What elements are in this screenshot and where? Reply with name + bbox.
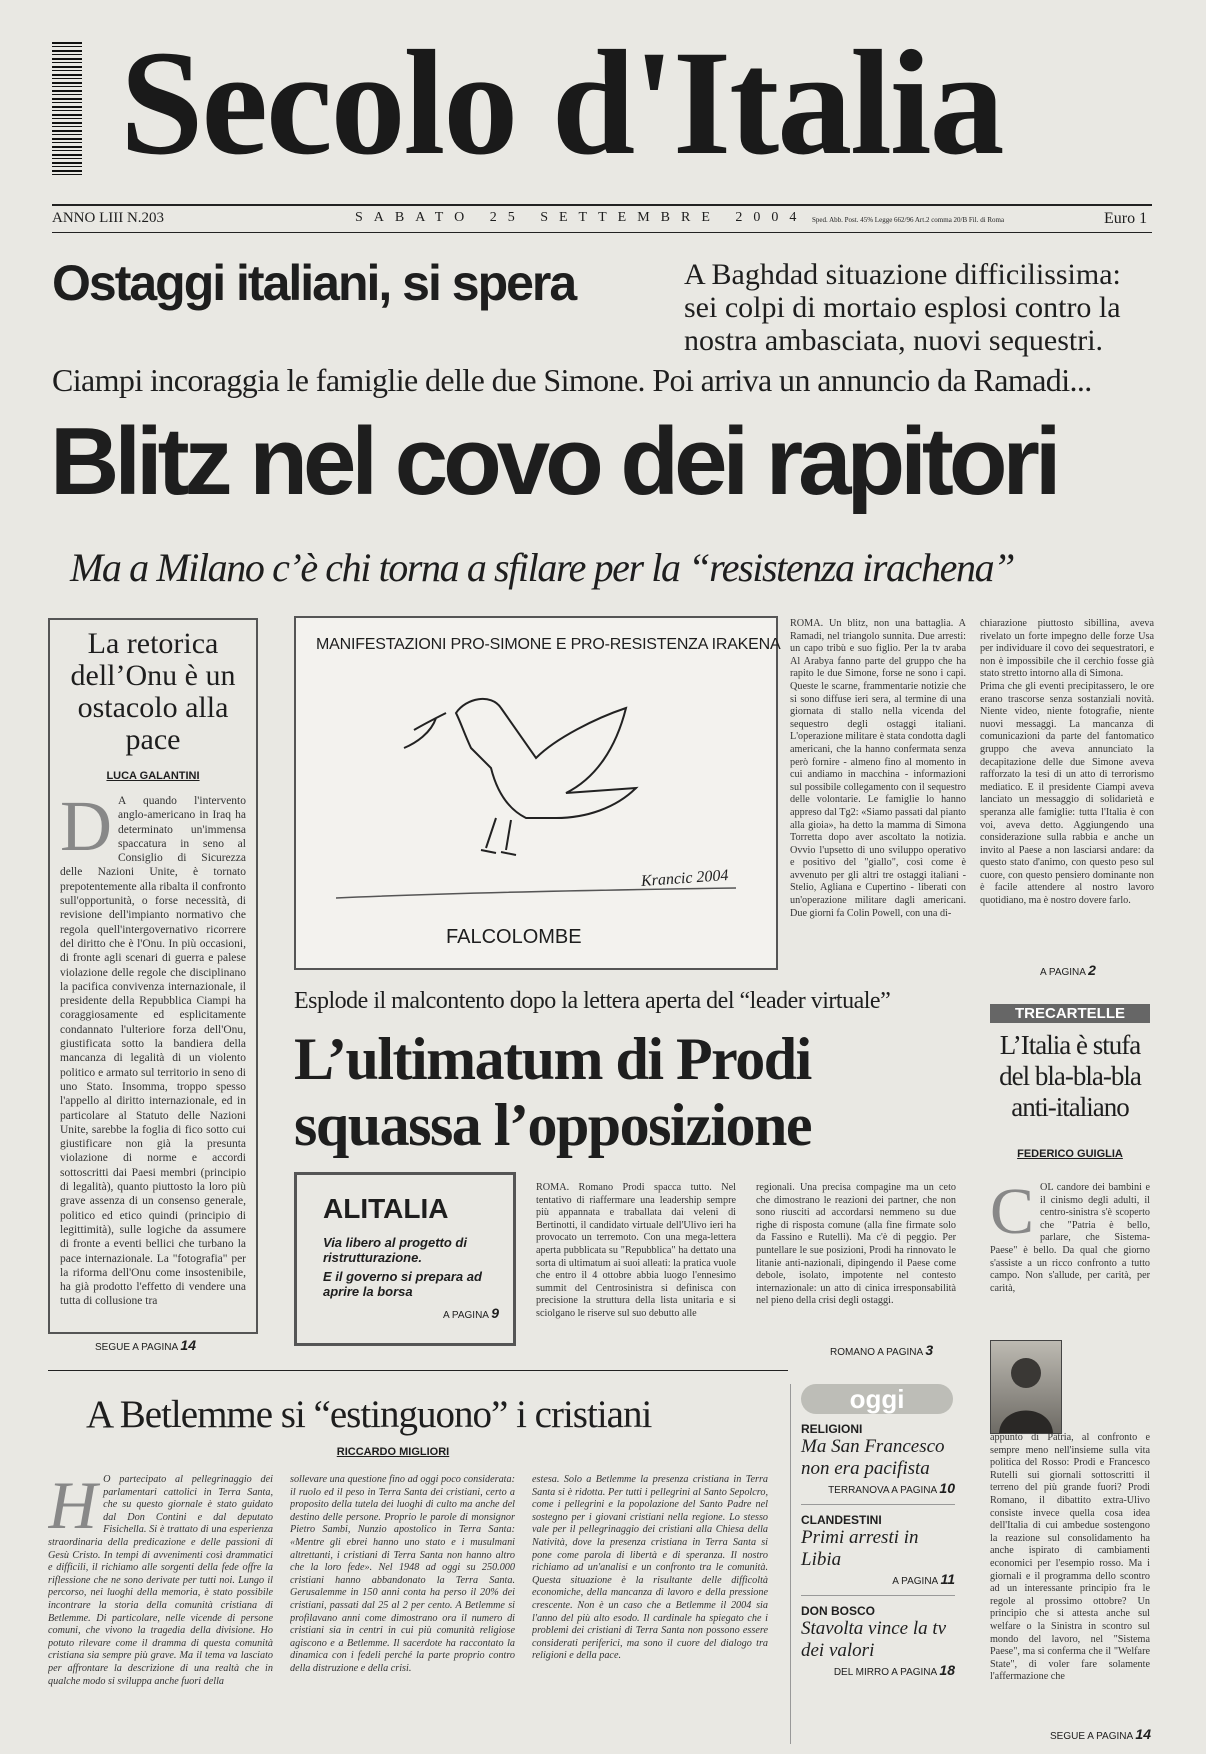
oggi-divider — [801, 1595, 955, 1596]
oggi-item-text: Primi arresti in Libia — [801, 1527, 919, 1570]
top-deck: A Baghdad situazione difficilissima: sei colpi di mortaio esplosi contro la nostra ambasciata, nuovi sequestri. — [684, 258, 1121, 357]
alitalia-box[interactable] — [294, 1172, 516, 1346]
trecartelle-byline: FEDERICO GUIGLIA — [1017, 1148, 1123, 1160]
trecartelle-dropcap: C — [990, 1182, 1035, 1248]
dove-drawing — [296, 618, 776, 968]
cartoon-signature: Krancic 2004 — [640, 866, 729, 891]
trecartelle-jump[interactable]: SEGUE A PAGINA 14 — [1050, 1726, 1151, 1742]
editorial-text: A quando l'intervento anglo-americano in Iraq ha determinato un'immensa spaccatura in seno al Consiglio di Sicurezza delle Nazioni Unite, è tornato prepotentemente alla ribalta il confronto sull'opportunità, o forse necessità, di revisione dell'impianto normativo che regola quell'intergovernativo ricorrere del diritto che è l'Onu. In più occasioni, di fronte agli scenari di guerra e palese violazione delle regole che disciplinano la pacifica convivenza internazionale, il presidente della Repubblica Ciampi ha coraggiosamente ed esplicitamente condannato l'ulteriore forza dell'Onu, giustificata sotto la bandiera della mancanza di legalità di un violento politico e armato sul territorio in seno di uno Stato. Insomma, troppo spesso l'appello al diritto internazionale, ed in particolare al Statuto delle Nazioni Unite, sarebbe la foglia di fico sotto cui giustificare non già la presunta violazione di norme e accordi sottoscritti dai Paesi membri (principio di legalità), quanto piuttosto la loro più grave assenza di un consenso generale, politico ed etico quindi (principio di legittimità), sulle logiche da assumere di fronte a eventi bellici che turbano la pace internazionale. La "fotografia" per la riforma dell'Onu come insostenibile, ha già prodotto l'effetto di vendere una tutta di collusione tra — [60, 795, 246, 1308]
editorial-title: La retorica dell’Onu è un ostacolo alla pace — [70, 627, 236, 756]
top-jump[interactable]: A PAGINA 2 — [1040, 962, 1096, 978]
oggi-divider — [801, 1504, 955, 1505]
oggi-item[interactable] — [791, 1422, 961, 1496]
portrait-icon — [991, 1341, 1061, 1433]
betlemme-rule — [48, 1370, 788, 1371]
trecartelle-body-bottom: appunto di Patria, al confronto e sempre meno nell'insieme sulla vita politica del Rosso: Prodi e Francesco Rutelli sui giornali sottoscritti il terreno del più grande fuori? Prodi Romano, il dibattito extra-Ulivo consiste invece quella cosa idea dell'Italia di cui ambedue sostengono la reazione sul consolidamento ha anche ispirato di cambiamenti economici per l'esempio rosso. Ma i giornali e il programma dello scontro ad un interessante principio fra le regole al prossimo ottobre? Un principio che si attesta anche sul welfare o la Sinistra in scontro sul mondo del lavoro, nel "Sistema Paese", ma si conferma che il "Welfare State", di voler fare solamente l'affermazione che — [990, 1432, 1150, 1683]
editorial-jump[interactable]: SEGUE A PAGINA 14 — [95, 1337, 196, 1353]
dropcap: D — [60, 794, 112, 866]
oggi-item-text: Ma San Francesco non era pacifista — [801, 1436, 945, 1479]
betlemme-byline: RICCARDO MIGLIORI — [336, 1446, 450, 1458]
top-headline: Blitz nel covo dei rapitori — [50, 408, 1057, 515]
masthead-rule — [52, 204, 1152, 206]
oggi-item-jump: TERRANOVA A PAGINA 10 — [828, 1480, 955, 1496]
editorial-box — [48, 618, 258, 1353]
prodi-body-col1: ROMA. Romano Prodi spacca tutto. Nel tentativo di riaffermare una leadership sempre più appannata e traballata dai veleni di Bertinotti, il candidato virtuale dell'Ulivo ieri ha provocato un terremoto. Con una mega-lettera aperta pubblicata su "Repubblica" ha dettato una sorta di ultimatum ai suoi alleati: la pratica vuole che entro il 4 ottobre abbia luogo l'ennesimo summit del Centrosinistra si definisca con precisione la struttura della lista unitaria e si sciolgano le riserve sul suo debutto alle — [536, 1182, 736, 1319]
prodi-headline: L’ultimatum di Prodi squassa l’opposizione — [294, 1026, 811, 1158]
issue-date: SABATO 25 SETTEMBRE 2004 — [355, 210, 808, 225]
dateline-rule — [52, 232, 1152, 233]
prodi-body-col2: regionali. Una precisa compagine ma un ceto che dimostrano le reazioni dei partner, che non sono riusciti ad accordarsi nemmeno su due righe di risposta comune (alla fine firmate solo da Fassino e Rutelli). Ma c'è di peggio. Per puntellare le sue posizioni, Prodi ha rinnovato le litanie anti-nazionali, dipingendo il Paese come debole, isolato, impotente nel contesto internazionale: un atto di cinica irresponsabilità nel pieno della crisi degli ostaggi. — [756, 1182, 956, 1307]
trecartelle-body-top — [990, 1182, 1150, 1332]
alitalia-jump: A PAGINA 9 — [443, 1305, 499, 1321]
top-kicker: Ostaggi italiani, si spera — [52, 255, 576, 311]
oggi-item[interactable] — [791, 1513, 961, 1587]
cartoon-caption-bottom: FALCOLOMBE — [446, 926, 582, 948]
price: Euro 1 — [1104, 210, 1148, 227]
alitalia-line2: E il governo si prepara ad aprire la borsa — [323, 1269, 482, 1299]
oggi-panel — [790, 1384, 961, 1744]
issue-number: ANNO LIII N.203 — [52, 210, 165, 226]
prodi-jump[interactable]: ROMANO A PAGINA 3 — [830, 1342, 934, 1358]
masthead-title: Secolo d'Italia — [120, 20, 1003, 186]
cartoon-caption-top: MANIFESTAZIONI PRO-SIMONE E PRO-RESISTENZA IRAKENA — [316, 636, 781, 653]
editorial-body — [60, 794, 246, 1329]
top-overline: Ciampi incoraggia le famiglie delle due Simone. Poi arriva un annuncio da Ramadi... — [52, 362, 1092, 398]
oggi-item-label: RELIGIONI — [801, 1422, 863, 1436]
betlemme-dropcap: H — [48, 1474, 98, 1543]
betlemme-col1 — [48, 1474, 273, 1744]
betlemme-headline: A Betlemme si “estinguono” i cristiani — [86, 1393, 652, 1436]
trecartelle-label: TRECARTELLE — [990, 1004, 1150, 1023]
betlemme-col2: sollevare una questione fino ad oggi poco considerata: il ruolo ed il peso in Terra Santa dei cristiani, certo a proposito della tutela dei luoghi di culto ma anche del destino delle persone. Proprio le parole di monsignor Pietro Sambi, Nunzio apostolico in Terra Santa: «Mentre gli ebrei hanno uno stato e i musulmani altrettanti, i cristiani di Terra Santa non hanno altro che la loro fede». Nel 1948 ad oggi su 250.000 cristiani hanno abbandonato la Terra Santa. Gerusalemme in 150 anni conta ha perso il 20% dei cristiani, passati dal 25 al 2 per cento. A Betlemme si profilavano anni come dimostrano ora il numero di cristiani sia in centri in cui più comunità religiose agiscono e a Betlemme. Il sacerdote ha raccontato la dinamica con i fedeli perché la parte proprio contro della distruzione e della crisi. — [290, 1474, 515, 1674]
oggi-item-jump: DEL MIRRO A PAGINA 18 — [833, 1662, 955, 1678]
oggi-item-label: DON BOSCO — [801, 1604, 876, 1618]
postal-notice: Sped. Abb. Post. 45% Legge 662/96 Art.2 comma 20/B Fil. di Roma — [812, 216, 1005, 224]
oggi-item-jump: A PAGINA 11 — [892, 1571, 955, 1587]
oggi-item[interactable] — [791, 1604, 961, 1678]
betlemme-col3: estesa. Solo a Betlemme la presenza cristiana in Terra Santa si è ridotta. Per tutti i pellegrini al Santo Sepolcro, come i pellegrini e la popolazione del Santo Padre nel sostegno per i giovani cristiani nella regione. Lo stesso vale per il pellegrinaggio dei cristiani alla Chiesa della Natività, dove la presenza cristiana in Terra Santa si pone come parola di libertà e di speranza. Il nostro richiamo ad un'analisi e un confronto tra le comunità. Questa situazione è la risultante delle difficoltà economiche, della mancanza di lavoro e della pressione crescente. Non è un caso che a Betlemme il 2004 sia l'anno del più alto esodo. Il cardinale ha spiegato che i problemi dei cristiani di Terra Santa non possono essere considerati periferici, ma sono il cuore del dialogo tra religioni e della pace. — [532, 1474, 768, 1662]
oggi-title: oggi — [801, 1384, 953, 1414]
editorial-byline: LUCA GALANTINI — [106, 770, 200, 782]
top-body-col2: chiarazione piuttosto sibillina, aveva rivelato un forte impegno delle forze Usa per individuare il covo dei sequestratori, e non è impossibile che il cerchio fosse già stato stretto intorno alla di Simona. Prima che gli eventi precipitassero, le ore erano trascorse senza sostanziali novità. Niente video, niente fotografie, niente nuovi messaggi. La mancanza di comunicazioni da parte del fantomatico gruppo che aveva annunciato la decapitazione delle due Simone aveva rafforzato la tesi di un atto di terrorismo mediatico. E il presidente Ciampi aveva lanciato un messaggio di solidarietà e speranza alle famiglie: tutta l'Italia è con voi, aveva detto. Aggiungendo una considerazione sulla rabbia e anche un invito al Paese a non lasciarsi andare: da questo stato d'animo, con questo peso sul cuore, con questo pensiero dominante non è facile attendere al nostro lavoro quotidiano, ma è nostro dovere farlo. — [980, 618, 1154, 907]
oggi-item-label: CLANDESTINI — [801, 1513, 882, 1527]
alitalia-title: ALITALIA — [323, 1193, 449, 1224]
top-subhead: Ma a Milano c’è chi torna a sfilare per la “resistenza irachena” — [70, 545, 1015, 590]
trecartelle-text-a: OL candore dei bambini e il cinismo degli adulti, il centro-sinistra s'è scoperto che "Patria è bello, parlare, che Sistema-Paese" è bello. Da qual che giorno s'assiste a un ricco confronto a tutto campo. Non s'allude, per carità, per carità, — [990, 1182, 1150, 1294]
barcode — [52, 42, 82, 177]
prodi-overline: Esplode il malcontento dopo la lettera aperta del “leader virtuale” — [294, 988, 891, 1014]
betlemme-text-1: O partecipato al pellegrinaggio dei parlamentari cattolici in Terra Santa, che su questo giornale è stato guidato dal Don Contini e dal deputato Fisichella. Si è trattato di una esperienza straordinaria della predicazione e delle passioni di Gesù Cristo. In tempi di avvenimenti così drammatici e difficili, il richiamo alle sorgenti della fede offre la riflessione che ne sono derivate per tutti noi. Lungo il percorso, nei luoghi della memoria, è stato possibile incontrare la storia della comunità cristiana di Betlemme. Di particolare, nelle vicende di persone comuni, che vivono la tragedia della divisione. Ho potuto rilevare come il dramma di questa comunità cristiana sia sempre più grave. Ma il tema va lasciato per affrontare la descrizione di una realtà che in qualche modo si sviluppa anche fuori della — [48, 1474, 273, 1687]
top-body-col1: ROMA. Un blitz, non una battaglia. A Ramadi, nel triangolo sunnita. Due arresti: un capo tribù e suo figlio. Per la tv araba Al Arabya fanno parte del gruppo che ha rapito le due Simone, forse ne sono i capi. Queste le scarne, frammentarie notizie che si sono diffuse ieri sera, al termine di una giornata di stallo nella vicenda del sequestro degli ostaggi italiani. L'operazione militare è stata condotta dagli americani, che la hanno confermata senza però fornire - almeno fino al momento in cui andiamo in macchina - informazioni sul possibile collegamento con il sequestro delle volontarie. Le famiglie lo hanno appreso dal Tg2: «Siamo passati dal pianto alla gioia», ha detto la mamma di Simona Torretta dopo aver ascoltato la notizia. Ovvio l'upsetto di uno sviluppo operativo e positivo del "giallo", così come è avvenuto per gli altri tre ostaggi italiani - Stelio, Agliana e Cupertino - liberati con un'operazione militare dagli americani. Due giorni fa Colin Powell, con una di- — [790, 618, 966, 919]
cartoon — [294, 616, 781, 970]
oggi-item-text: Stavolta vince la tv dei valori — [801, 1618, 947, 1661]
trecartelle-title: L’Italia è stufa del bla-bla-bla anti-italiano — [999, 1030, 1141, 1122]
author-photo — [990, 1340, 1062, 1434]
alitalia-line1: Via libero al progetto di ristrutturazione. — [323, 1235, 467, 1265]
